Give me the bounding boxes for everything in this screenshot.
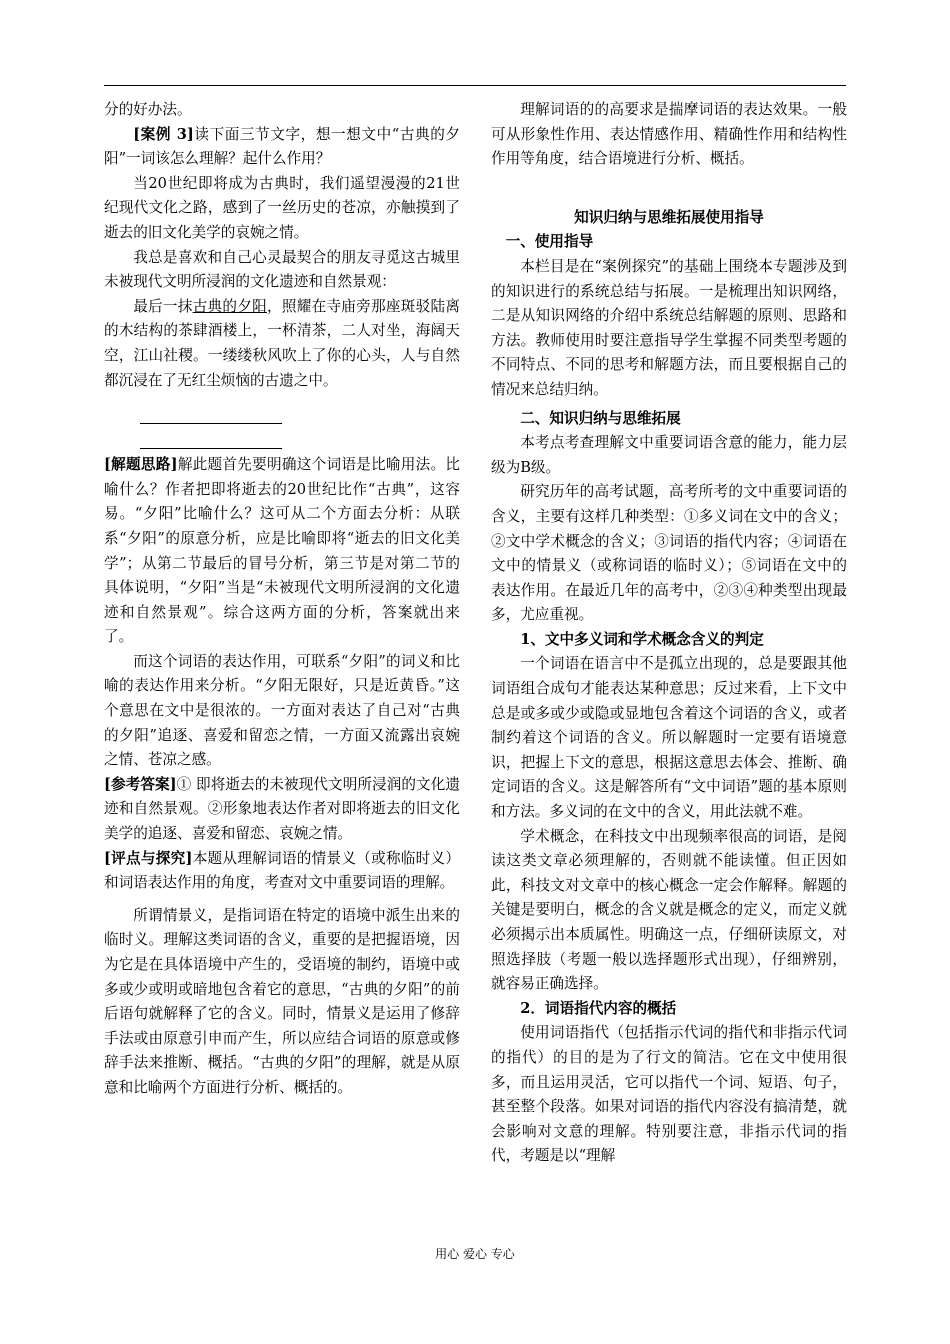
- paragraph: 本考点考查理解文中重要词语含意的能力，能力层级为B级。: [491, 434, 847, 476]
- case-text: 读下面三节文字，想一想文中“古典的夕阳”一词该怎么理解？起什么作用？: [104, 125, 461, 168]
- text-span: ① 即将逝去的未被现代文明所浸润的文化遗迹和自然景观。②形象地表达作者对即将逝去的旧文化美学的追逐、喜爱和留恋、哀婉之情。: [104, 775, 460, 843]
- paragraph: 所谓情景义，是指词语在特定的语境中派生出来的临时义。理解这类词语的含义，重要的是把握语境，因为它是在具体语境中产生的，受语境的制约，语境中或多或少或明或暗地包含着它的意思，“古典的夕阳”的前后语句就解释了它的含义。同时，情景义是运用了修辞手法或由原意引申而产生，所以应结合词语的原意或修辞手法来推断、概括。“古典的夕阳”的理解，就是从原意和比喻两个方面进行分析、概括的。: [104, 906, 460, 1096]
- paragraph: 使用词语指代（包括指示代词的指代和非指示代词的指代）的目的是为了行文的简洁。它在文中使用很多，而且运用灵活，它可以指代一个词、短语、句子，甚至整个段落。如果对词语的指代内容没有搞清楚，就会影响对文意的理解。特别要注意，非指示代词的指代，考题是以“理解: [491, 1024, 847, 1165]
- paragraph: 而这个词语的表达作用，可联系“夕阳”的词义和比喻的表达作用来分析。“夕阳无限好，只是近黄昏。”这个意思在文中是很浓的。一方面对表达了自己对“古典的夕阳”追逐、喜爱和留恋之情，一方面又流露出哀婉之情、苍凉之感。: [104, 652, 460, 769]
- case-label: [案例 3]: [133, 125, 194, 143]
- answer-blank-line: [140, 432, 282, 449]
- solution-thinking: [104, 453, 460, 650]
- comment: [104, 847, 460, 896]
- paragraph: 学术概念，在科技文中出现频率很高的词语，是阅读这类文章必须理解的，否则就不能读懂。但正因如此，科技文对文章中的核心概念一定会作解释。解题的关键是要明白，概念的含义就是概念的定义，而定义就必须揭示出本质属性。明确这一点，仔细研读原文，对照选择肢（考题一般以选择题形式出现），仔细辨别，就容易正确选择。: [491, 827, 847, 993]
- heading: 1、文中多义词和学术概念含义的判定: [520, 630, 764, 648]
- paragraph: 本栏目是在“案例探究”的基础上围绕本专题涉及到的知识进行的系统总结与拓展。一是梳理出知识网络，二是从知识网络的介绍中系统总结解题的原则、思路和方法。教师使用时要注意指导学生掌握不同类型考题的不同特点、不同的思考和解题方法，而且要根据自己的情况来总结归纳。: [491, 257, 847, 398]
- heading: 一、使用指导: [505, 233, 594, 251]
- header-rule: [104, 85, 846, 86]
- quoted-paragraph: 我总是喜欢和自己心灵最契合的朋友寻觅这古城里未被现代文明所浸润的文化遗迹和自然景观：: [104, 248, 460, 291]
- section-label: [解题思路]: [104, 456, 178, 474]
- page-footer: 用心 爱心 专心: [435, 1247, 515, 1261]
- section-label: [参考答案]: [104, 775, 177, 793]
- paragraph: 理解词语的的高要求是揣摩词语的表达效果。一般可从形象性作用、表达情感作用、精确性作用和结构性作用等角度，结合语境进行分析、概括。: [491, 101, 847, 168]
- text-span: ，照耀在寺庙旁那座斑驳陆离的木结构的茶肆酒楼上，一杯清茶，二人对坐，海阔天空，江山社稷。一缕缕秋风吹上了你的心头，人与自然都沉浸在了无红尘烦恼的古遗之中。: [104, 297, 460, 389]
- case-question: [104, 123, 460, 172]
- text-span: 解此题首先要明确这个词语是比喻用法。比喻什么？作者把即将逝去的20世纪比作“古典”，这容易。“夕阳”比喻什么？这可从二个方面去分析：从联系“夕阳”的原意分析，应是比喻即将“逝去的旧文化美学”；从第二节最后的冒号分析，第三节是对第二节的具体说明，“夕阳”当是“未被现代文明所浸润的文化遗迹和自然景观”。综合这两方面的分析，答案就出来了。: [104, 456, 460, 646]
- text-span: 最后一抹: [133, 297, 193, 315]
- quoted-paragraph: 当20世纪即将成为古典时，我们遥望漫漫的21世纪现代文化之路，感到了一丝历史的苍凉，亦触摸到了逝去的旧文化美学的哀婉之情。: [104, 174, 460, 241]
- answer-blank-line: [140, 407, 282, 424]
- left-column: [104, 98, 460, 1101]
- heading: 2．词语指代内容的概括: [520, 999, 677, 1017]
- right-column: [491, 98, 847, 1169]
- section-label: [评点与探究]: [104, 849, 193, 867]
- reference-answer: [104, 773, 460, 847]
- paragraph: 一个词语在语言中不是孤立出现的，总是要跟其他词语组合成句才能表达某种意思；反过来看，上下文中总是或多或少或隐或显地包含着这个词语的含义，或者制约着这个词语的含义。所以解题时一定要有语境意识，把握上下文的意思，根据这意思去体会、推断、确定词语的含义。这是解答所有“文中词语”题的基本原则和方法。多义词的在文中的含义，用此法就不难。: [491, 655, 847, 821]
- underlined-phrase: 古典的夕阳: [192, 297, 267, 315]
- heading: 二、知识归纳与思维拓展: [520, 409, 681, 427]
- quoted-paragraph: [104, 295, 460, 393]
- text-span: 本题从理解词语的情景义（或称临时义）和词语表达作用的角度，考查对文中重要词语的理解。: [104, 849, 460, 892]
- paragraph: 分的好办法。: [104, 101, 192, 118]
- paragraph: 研究历年的高考试题，高考所考的文中重要词语的含义，主要有这样几种类型：①多义词在文中的含义；②文中学术概念的含义；③词语的指代内容；④词语在文中的情景义（或称词语的临时义）；⑤词语在文中的表达作用。在最近几年的高考中，②③④种类型出现最多，尤应重视。: [491, 483, 847, 624]
- section-title: 知识归纳与思维拓展使用指导: [574, 208, 764, 226]
